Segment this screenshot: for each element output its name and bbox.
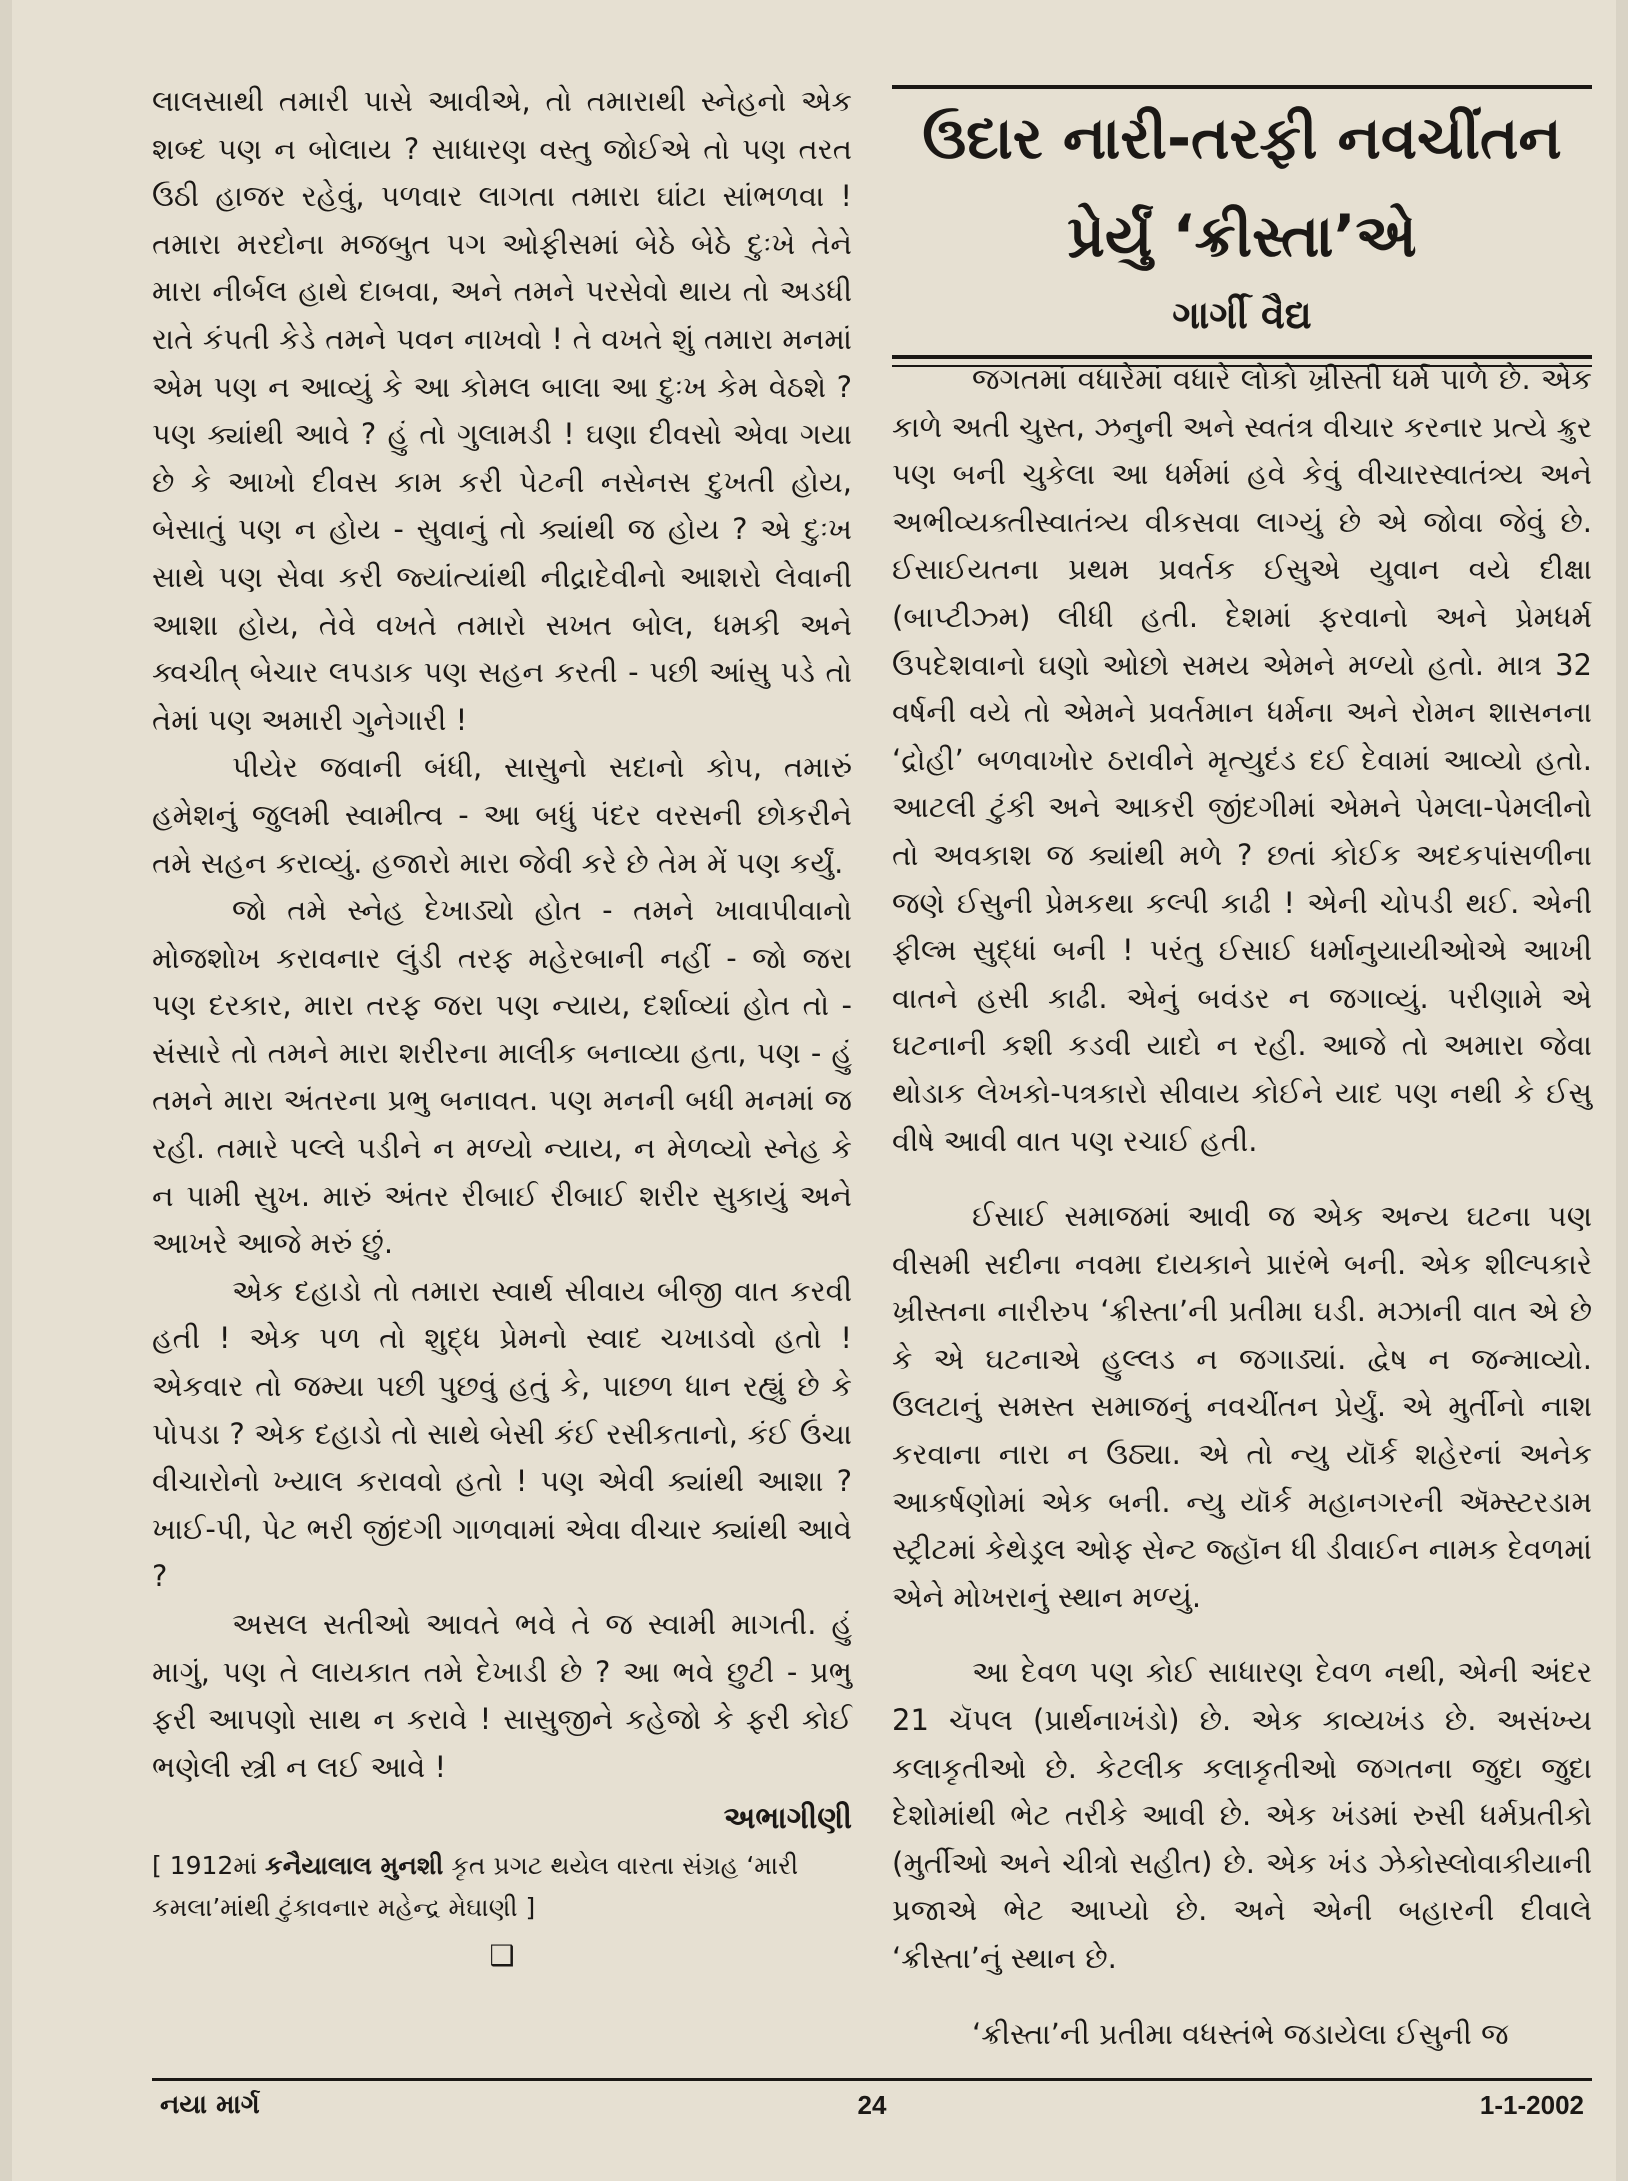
article-title-line-2: પ્રેર્યું ‘ક્રીસ્તા’એ	[1067, 202, 1417, 270]
right-paragraph-3: આ દેવળ પણ કોઈ સાધારણ દેવળ નથી, એની અંદર 21 ચૅપલ (પ્રાર્થનાખંડો) છે. એક કાવ્યખંડ છે. અસંખ્ય કલાકૃતીઓ છે. કેટલીક કલાકૃતીઓ જગતના જુદા જુદા દેશોમાંથી ભેટ તરીકે આવી છે. એક ખંડમાં રુસી ધર્મપ્રતીકો (મુર્તીઓ અને ચીત્રો સહીત) છે. એક ખંડ ઝેકોસ્લોવાકીયાની પ્રજાએ ભેટ આપ્યો છે. અને એની બહારની દીવાલે ‘ક્રીસ્તા’નું સ્થાન છે.	[892, 1655, 1592, 1975]
right-paragraph-1: જગતમાં વધારેમાં વધારે લોકો ખ્રીસ્તી ધર્મ પાળે છે. એક કાળે અતી ચુસ્ત, ઝનુની અને સ્વતંત્ર વીચાર કરનાર પ્રત્યે ક્રુર પણ બની ચુકેલા આ ધર્મમાં હવે કેવું વીચારસ્વાતંત્ર્ય અને અભીવ્યક્તીસ્વાતંત્ર્ય વીકસવા લાગ્યું છે એ જોવા જેવું છે. ઈસાઈયતના પ્રથમ પ્રવર્તક ઈસુએ યુવાન વયે દીક્ષા (બાપ્ટીઝ્મ) લીધી હતી. દેશમાં ફરવાનો અને પ્રેમધર્મ ઉપદેશવાનો ઘણો ઓછો સમય એમને મળ્યો હતો. માત્ર 32 વર્ષની વયે તો એમને પ્રવર્તમાન ધર્મના અને રોમન શાસનના ‘દ્રોહી’ બળવાખોર ઠરાવીને મૃત્યુદંડ દઈ દેવામાં આવ્યો હતો. આટલી ટુંકી અને આકરી જીંદગીમાં એમને પેમલા-પેમલીનો તો અવકાશ જ ક્યાંથી મળે ? છતાં કોઈક અદકપાંસળીના જણે ઈસુની પ્રેમકથા કલ્પી કાઢી ! એની ચોપડી થઈ. એની ફીલ્મ સુદ્ધાં બની ! પરંતુ ઈસાઈ ધર્માનુયાયીઓએ આખી વાતને હસી કાઢી. એનું બવંડર ન જગાવ્યું. પરીણામે એ ઘટનાની કશી કડવી યાદો ન રહી. આજે તો અમારા જેવા થોડાક લેખકો-પત્રકારો સીવાય કોઈને યાદ પણ નથી કે ઈસુ વીષે આવી વાત પણ રચાઈ હતી.	[892, 362, 1592, 1158]
left-paragraph-4: એક દહાડો તો તમારા સ્વાર્થ સીવાય બીજી વાત કરવી હતી ! એક પળ તો શુદ્ધ પ્રેમનો સ્વાદ ચખાડવો હતો ! એકવાર તો જમ્યા પછી પુછવું હતું કે, પાછળ ધાન રહ્યું છે કે પોપડા ? એક દહાડો તો સાથે બેસી કંઈ રસીકતાનો, કંઈ ઉંચા વીચારોનો ખ્યાલ કરાવવો હતો ! પણ એવી ક્યાંથી આશા ? ખાઈ-પી, પેટ ભરી જીંદગી ગાળવામાં એવા વીચાર ક્યાંથી આવે ?	[152, 1273, 852, 1594]
left-column	[152, 78, 852, 1971]
magazine-name: નયા માર્ગ	[160, 2090, 260, 2120]
end-mark-icon: ❑	[489, 1939, 515, 1973]
left-paragraph-5: અસલ સતીઓ આવતે ભવે તે જ સ્વામી માગતી. હું માગું, પણ તે લાયકાત તમે દેખાડી છે ? આ ભવે છુટી - પ્રભુ ફરી આપણો સાથ ન કરાવે ! સાસુજીને કહેજો કે ફરી કોઈ ભણેલી સ્ત્રી ન લઈ આવે !	[152, 1607, 852, 1784]
left-paragraph-2: પીયેર જવાની બંધી, સાસુનો સદાનો કોપ, તમારું હમેશનું જુલમી સ્વામીત્વ - આ બધું પંદર વરસની છોકરીને તમે સહન કરાવ્યું. હજારો મારા જેવી કરે છે તેમ મેં પણ કર્યું.	[152, 750, 852, 880]
page-footer	[152, 2090, 1592, 2130]
left-paragraph-3: જો તમે સ્નેહ દેખાડ્યો હોત - તમને ખાવાપીવાનો મોજશોખ કરાવનાર લુંડી તરફ મહેરબાની નહીં - જો જરા પણ દરકાર, મારા તરફ જરા પણ ન્યાય, દર્શાવ્યાં હોત તો - સંસારે તો તમને મારા શરીરના માલીક બનાવ્યા હતા, પણ - હું તમને મારા અંતરના પ્રભુ બનાવત. પણ મનની બધી મનમાં જ રહી. તમારે પલ્લે પડીને ન મળ્યો ન્યાય, ન મેળવ્યો સ્નેહ કે ન પામી સુખ. મારું અંતર રીબાઈ રીબાઈ શરીર સુકાયું અને આખરે આજે મરું છું.	[152, 893, 852, 1261]
article-header	[892, 85, 1592, 367]
letter-signature: અભાગીણી	[723, 1801, 852, 1837]
source-note-open: [ 1912માં	[152, 1851, 266, 1881]
issue-date: 1-1-2002	[1479, 2090, 1584, 2120]
page	[12, 0, 1616, 2181]
footer-rule	[152, 2078, 1592, 2081]
right-paragraph-4: ‘ક્રીસ્તા’ની પ્રતીમા વધસ્તંભે જડાયેલા ઈસુની જ	[972, 2016, 1509, 2051]
right-column	[892, 356, 1592, 2058]
article-author: ગાર્ગી વૈદ્ય	[1172, 293, 1312, 337]
right-paragraph-2: ઈસાઈ સમાજમાં આવી જ એક અન્ય ઘટના પણ વીસમી સદીના નવમા દાયકાને પ્રારંભે બની. એક શીલ્પકારે ખ્રીસ્તના નારીરુપ ‘ક્રીસ્તા’ની પ્રતીમા ઘડી. મઝાની વાત એ છે કે એ ઘટનાએ હુલ્લડ ન જગાડ્યાં. દ્વેષ ન જન્માવ્યો. ઉલટાનું સમસ્ત સમાજનું નવચીંતન પ્રેર્યું. એ મુર્તીનો નાશ કરવાના નારા ન ઉઠ્યા. એ તો ન્યુ યૉર્ક શહેરનાં અનેક આકર્ષણોમાં એક બની. ન્યુ યૉર્ક મહાનગરની ઍમ્સ્ટરડામ સ્ટ્રીટમાં કેથેડ્રલ ઓફ સેન્ટ જ્હૉન ધી ડીવાઈન નામક દેવળમાં એને મોખરાનું સ્થાન મળ્યું.	[892, 1199, 1592, 1614]
left-paragraph-1: લાલસાથી તમારી પાસે આવીએ, તો તમારાથી સ્નેહનો એક શબ્દ પણ ન બોલાય ? સાધારણ વસ્તુ જોઈએ તો પણ તરત ઉઠી હાજર રહેવું, પળવાર લાગતા તમારા ઘાંટા સાંભળવા ! તમારા મરદોના મજબુત પગ ઓફીસમાં બેઠે બેઠે દુઃખે તેને મારા નીર્બલ હાથે દાબવા, અને તમને પરસેવો થાય તો અડધી રાતે કંપતી કેડે તમને પવન નાખવો ! તે વખતે શું તમારા મનમાં એમ પણ ન આવ્યું કે આ કોમલ બાલા આ દુઃખ કેમ વેઠશે ? પણ ક્યાંથી આવે ? હું તો ગુલામડી ! ઘણા દીવસો એવા ગયા છે કે આખો દીવસ કામ કરી પેટની નસેનસ દુખતી હોય, બેસાતું પણ ન હોય - સુવાનું તો ક્યાંથી જ હોય ? એ દુઃખ સાથે પણ સેવા કરી જ્યાંત્યાંથી નીદ્રાદેવીનો આશરો લેવાની આશા હોય, તેવે વખતે તમારો સખત બોલ, ધમકી અને ક્વચીત્ બેચાર લપડાક પણ સહન કરતી - પછી આંસુ પડે તો તેમાં પણ અમારી ગુનેગારી !	[152, 84, 852, 737]
source-note-author: કનૈયાલાલ મુનશી	[265, 1851, 444, 1881]
source-note	[152, 1845, 852, 1929]
page-number: 24	[857, 2090, 887, 2120]
article-title-line-1: ઉદાર નારી-તરફી નવચીંતન	[922, 104, 1562, 172]
source-note-rest: કૃત પ્રગટ થયેલ વારતા સંગ્રહ ‘મારી કમલા’માંથી ટુંકાવનાર મહેન્દ્ર મેઘાણી ]	[152, 1851, 799, 1923]
